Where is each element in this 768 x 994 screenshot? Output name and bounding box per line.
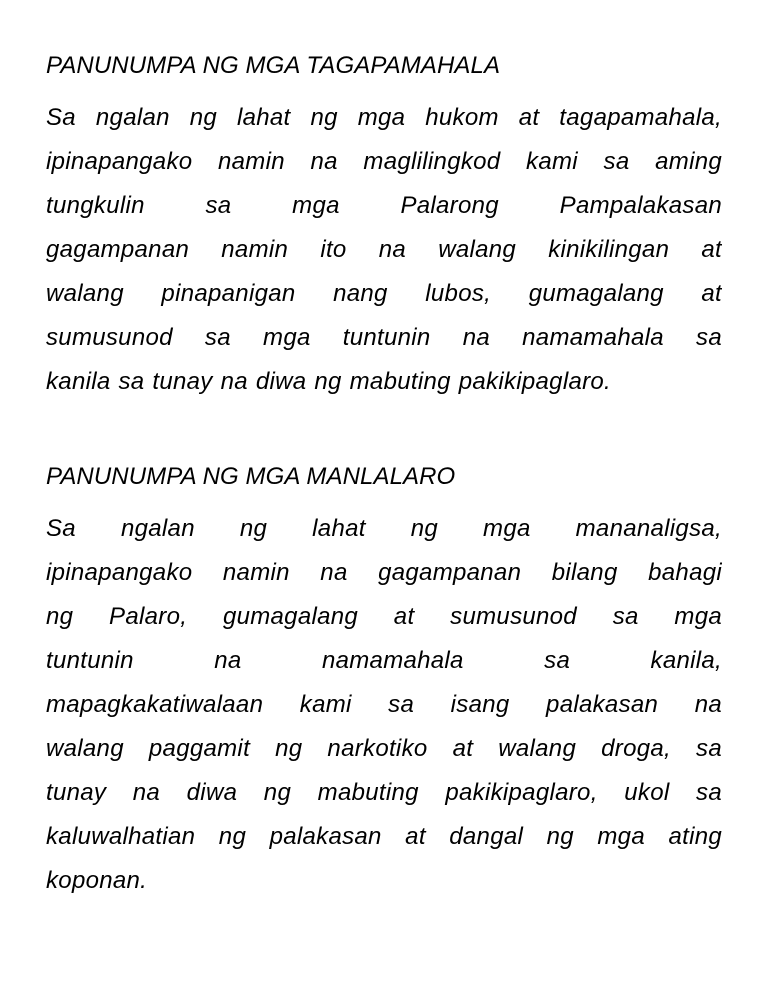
paragraph-line: sumusunod sa mga tuntunin na namamahala sa [46,324,722,351]
oath-players-heading: PANUNUMPA NG MGA MANLALARO [46,463,456,490]
oath-players-section [46,461,722,903]
oath-officials-paragraph [46,96,722,404]
paragraph-line: gagampanan namin ito na walang kinikilingan at [46,236,722,263]
paragraph-line: kaluwalhatian ng palakasan at dangal ng mga ating [46,823,722,850]
paragraph-line: tunay na diwa ng mabuting pakikipaglaro, ukol sa [46,779,722,806]
oath-players-paragraph [46,507,722,903]
paragraph-line: walang paggamit ng narkotiko at walang droga, sa [46,735,722,762]
oath-officials-heading: PANUNUMPA NG MGA TAGAPAMAHALA [46,52,501,79]
paragraph-line: walang pinapanigan nang lubos, gumagalang at [46,280,722,307]
paragraph-line: koponan. [46,867,148,894]
paragraph-line: tuntunin na namamahala sa kanila, [46,647,722,674]
paragraph-line: tungkulin sa mga Palarong Pampalakasan [46,192,722,219]
oath-officials-section [46,50,722,404]
paragraph-line: Sa ngalan ng lahat ng mga hukom at tagapamahala, [46,104,722,131]
paragraph-line: Sa ngalan ng lahat ng mga mananaligsa, [46,515,722,542]
paragraph-line: ipinapangako namin na gagampanan bilang bahagi [46,559,722,586]
paragraph-line: ng Palaro, gumagalang at sumusunod sa mga [46,603,722,630]
paragraph-line: ipinapangako namin na maglilingkod kami sa aming [46,148,722,175]
paragraph-line: kanila sa tunay na diwa ng mabuting pakikipaglaro. [46,368,612,395]
document-page [46,50,722,903]
paragraph-line: mapagkakatiwalaan kami sa isang palakasan na [46,691,722,718]
